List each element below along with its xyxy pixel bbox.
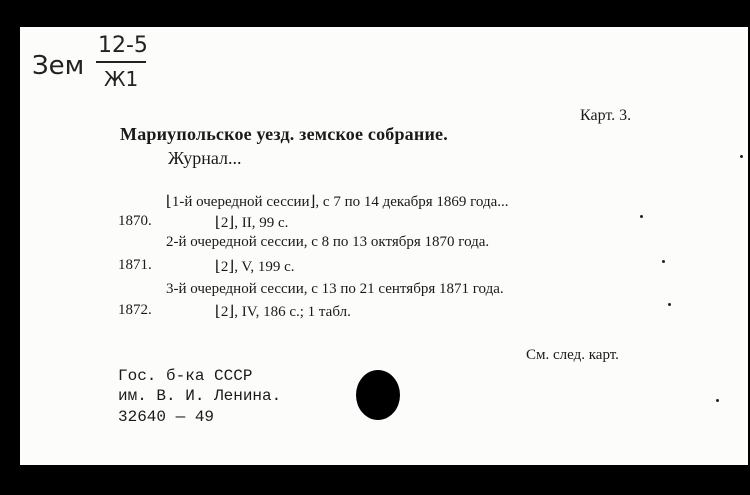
entry-2-year: 1871. bbox=[118, 257, 152, 273]
card-number: Карт. 3. bbox=[580, 107, 632, 124]
see-next-card: См. след. карт. bbox=[526, 347, 619, 363]
entry-2-details: ⌊2⌋, V, 199 с. bbox=[215, 259, 295, 275]
shelfmark-top: 12-5 bbox=[98, 33, 148, 58]
entry-1-session: ⌊1-й очередной сессии⌋, с 7 по 14 декабря 1869 года... bbox=[166, 194, 509, 210]
ink-speck bbox=[668, 303, 671, 306]
library-stamp-line-3: 32640 — 49 bbox=[118, 408, 215, 426]
punch-hole bbox=[356, 370, 400, 420]
catalog-card bbox=[20, 27, 748, 465]
library-stamp-line-1: Гос. б-ка СССР bbox=[118, 367, 253, 385]
shelfmark-prefix: Зем bbox=[32, 51, 85, 81]
entry-2-session: 2-й очередной сессии, с 8 по 13 октября 1870 года. bbox=[166, 234, 490, 250]
ink-speck bbox=[716, 399, 719, 402]
library-stamp-line-2: им. В. И. Ленина. bbox=[118, 387, 282, 405]
ink-speck bbox=[640, 215, 643, 218]
ink-speck bbox=[662, 260, 665, 263]
shelfmark-bottom: Ж1 bbox=[104, 67, 139, 91]
shelfmark-fraction-line bbox=[96, 61, 146, 63]
card-heading: Мариупольское уезд. земское собрание. bbox=[120, 124, 448, 144]
entry-1-details: ⌊2⌋, II, 99 с. bbox=[215, 215, 289, 231]
entry-3-details: ⌊2⌋, IV, 186 с.; 1 табл. bbox=[215, 304, 351, 320]
entry-3-session: 3-й очередной сессии, с 13 по 21 сентября 1871 года. bbox=[166, 281, 504, 297]
card-subheading: Журнал... bbox=[168, 148, 242, 168]
ink-speck bbox=[740, 155, 743, 158]
entry-1-year: 1870. bbox=[118, 213, 152, 229]
entry-3-year: 1872. bbox=[118, 302, 152, 318]
